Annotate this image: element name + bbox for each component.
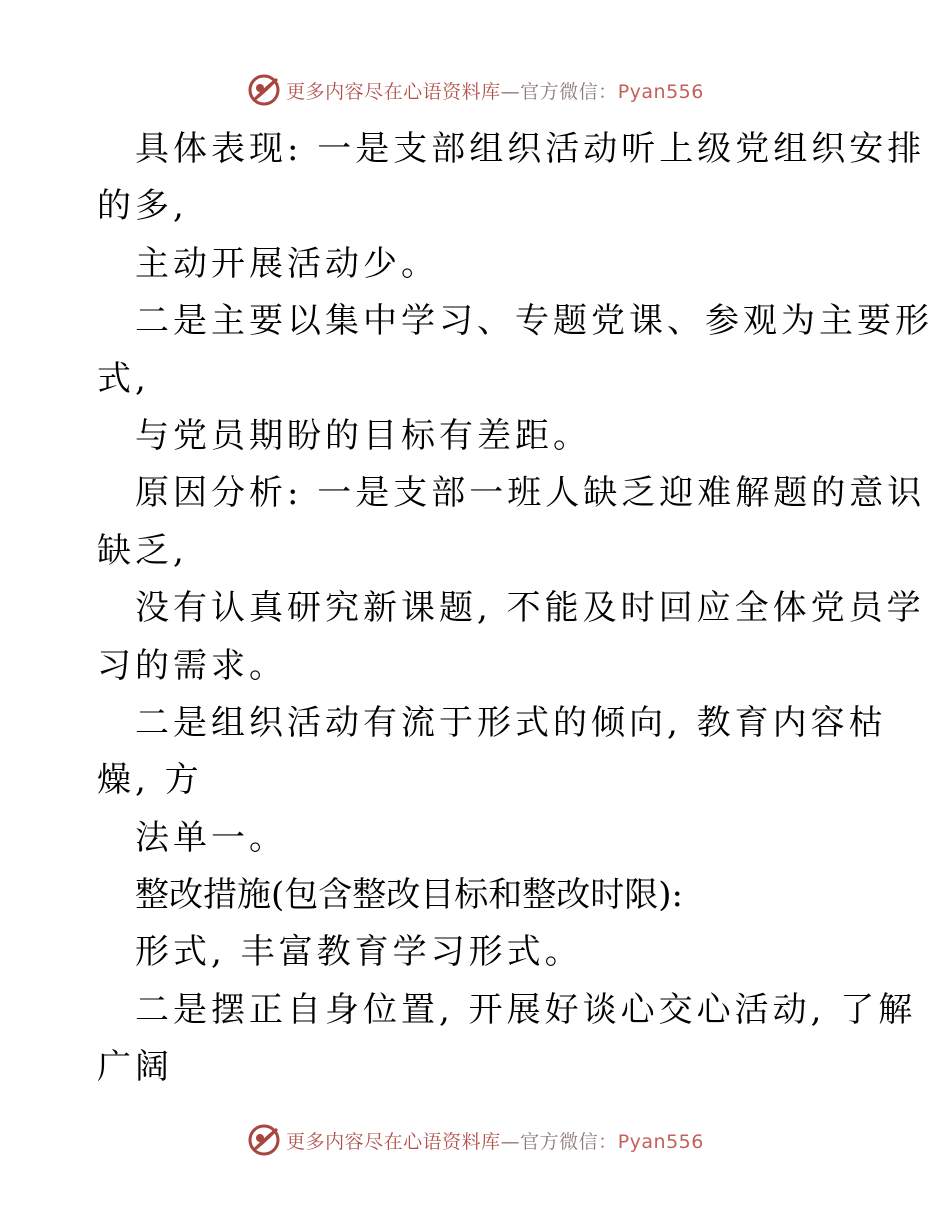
- footer-watermark: [0, 1120, 950, 1160]
- paragraph-line: 的多,: [97, 186, 188, 227]
- paragraph-line: 与党员期盼的目标有差距。: [135, 415, 591, 456]
- watermark-account: Pyan556: [617, 1130, 704, 1153]
- watermark-separator: —: [500, 80, 521, 103]
- paragraph-line: 形式, 丰富教育学习形式。: [135, 932, 583, 973]
- watermark-main-text: 更多内容尽在心语资料库: [286, 1130, 501, 1153]
- watermark-main-text: 更多内容尽在心语资料库: [286, 80, 501, 103]
- paragraph-line: 二是摆正自身位置, 开展好谈心交心活动, 了解: [135, 989, 917, 1030]
- watermark-wechat-label: 官方微信：: [520, 1130, 618, 1153]
- watermark-wechat-label: 官方微信：: [520, 80, 618, 103]
- paragraph-line: 具体表现: 一是支部组织活动听上级党组织安排: [135, 129, 926, 169]
- paragraph-line: 整改措施(包含整改目标和整改时限):: [135, 875, 683, 916]
- paragraph-line: 式,: [97, 358, 150, 399]
- paragraph-line: 原因分析: 一是支部一班人缺乏迎难解题的意识: [135, 473, 926, 514]
- watermark-separator: —: [500, 1130, 521, 1153]
- document-body: [97, 121, 933, 1097]
- paragraph-line: 燥, 方: [97, 760, 203, 801]
- paragraph-line: 法单一。: [135, 817, 287, 858]
- paragraph-line: 习的需求。: [97, 645, 287, 686]
- pen-seal-logo-icon: [246, 1122, 282, 1158]
- footer-watermark-text: [286, 1127, 704, 1154]
- pen-seal-logo-icon: [246, 72, 282, 108]
- paragraph-line: 二是主要以集中学习、专题党课、参观为主要形: [135, 301, 933, 342]
- header-watermark-text: [286, 77, 704, 104]
- paragraph-line: 二是组织活动有流于形式的倾向, 教育内容枯: [135, 702, 887, 743]
- header-watermark: [0, 70, 950, 110]
- watermark-account: Pyan556: [617, 80, 704, 103]
- paragraph-line: 缺乏,: [97, 530, 188, 571]
- paragraph-line: 没有认真研究新课题, 不能及时回应全体党员学: [135, 588, 925, 629]
- paragraph-line: 主动开展活动少。: [135, 243, 439, 284]
- paragraph-line: 广阔: [97, 1047, 173, 1088]
